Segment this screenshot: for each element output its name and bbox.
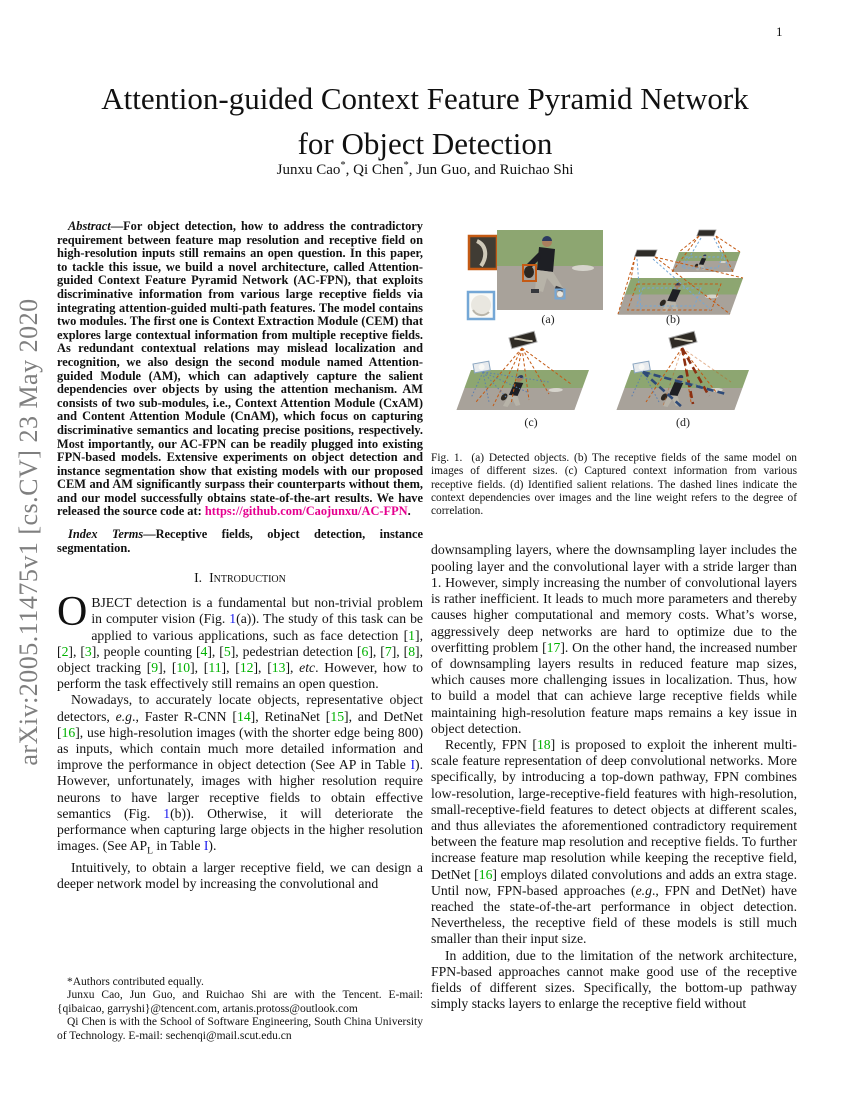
- text-segment: etc: [299, 660, 316, 676]
- index-terms-paragraph: [57, 528, 423, 555]
- body-paragraph-limitation: [431, 948, 797, 1013]
- section-heading-introduction: [57, 570, 423, 586]
- citation-link[interactable]: 18: [536, 736, 551, 752]
- section-title: Introduction: [209, 570, 286, 586]
- citation-link[interactable]: 16: [478, 866, 493, 882]
- footnote-equal-contribution: *Authors contributed equally.: [67, 976, 204, 988]
- text-segment: (a)). The study of this task can be applied to various applications, such as face detection [: [91, 611, 423, 643]
- right-column-body: [431, 542, 797, 1012]
- text-segment: ], [: [158, 660, 177, 676]
- citation-link[interactable]: 9: [151, 660, 159, 676]
- citation-link[interactable]: 15: [330, 708, 345, 724]
- intro-paragraph-2: [57, 692, 423, 860]
- title-line-2: for Object Detection: [297, 126, 553, 161]
- text-segment: in Table: [152, 838, 204, 854]
- citation-link[interactable]: 17: [546, 639, 561, 655]
- text-segment: ], [: [391, 643, 409, 659]
- text-segment: ]. On the other hand, the increased number of downsampling layers results in reduced feature map sizes, which causes more challenging issues in localization. Thus, how to build a model that can achieve large receptive fields while maintaining high-resolution feature maps remains a key issue in object detection.: [431, 639, 798, 736]
- text-segment: .: [407, 504, 411, 519]
- figure-1-panel-d: [616, 331, 749, 429]
- text-segment: e.g: [635, 882, 652, 898]
- feature-patch-small: [697, 230, 716, 236]
- figure-1-caption: [431, 452, 797, 518]
- text-segment: ], people counting [: [91, 643, 201, 659]
- footnote-affiliation-1: Junxu Cao, Jun Guo, and Ruichao Shi are with the Tencent. E-mail: {qibaicao, garryshi}@tencent.com, artanis.protoss@outlook.com: [57, 989, 423, 1015]
- figure-1-panel-b: [618, 230, 743, 326]
- text-segment: ], RetinaNet [: [250, 708, 331, 724]
- text-segment: e.g: [115, 708, 133, 724]
- text-segment: BJECT detection is a fundamental but non-trivial problem in computer vision (Fig.: [91, 595, 423, 627]
- text-segment: ], [: [68, 643, 85, 659]
- text-segment: *: [403, 160, 409, 171]
- panel-b-label: (b): [666, 312, 680, 326]
- text-segment: ] is proposed to exploit the inherent multi-scale feature representation of deep convolutional networks. More specifically, by introducing a top-down pathway, FPN combines low-resolution, large-receptive-field features with high-resolution, small-receptive-field features to detect objects at different scales, and thus alleviates the aforementioned contradictory requirement between the feature map resolution and receptive fields. To further increase feature map resolution while keeping the receptive field, DetNet [: [431, 736, 797, 882]
- text-segment: ).: [208, 838, 217, 854]
- text-segment: ], [: [221, 660, 240, 676]
- abstract-paragraph: [57, 220, 423, 519]
- citation-link[interactable]: 8: [408, 643, 416, 659]
- feature-patch-large: [635, 250, 657, 257]
- citation-link[interactable]: 11: [208, 660, 222, 676]
- title-line-1: Attention-guided Context Feature Pyramid Network: [101, 81, 749, 116]
- text-segment: ], [: [190, 660, 209, 676]
- citation-link[interactable]: 14: [236, 708, 251, 724]
- text-segment: ] employs dilated convolutions and adds an extra stage. Until now, FPN-based approaches (: [431, 866, 797, 898]
- text-segment: ], [: [253, 660, 272, 676]
- citation-link[interactable]: 2: [61, 643, 69, 659]
- url-link[interactable]: https://github.com/Caojunxu/AC-FPN: [204, 504, 408, 519]
- text-segment: (b)). Otherwise, it will deteriorate the performance when capturing large objects in the higher resolution images. (See AP: [57, 805, 424, 854]
- figure-1: [431, 226, 797, 518]
- text-segment: —For object detection, how to address the contradictory requirement between feature map resolution and receptive field on high-resolution inputs still remains an open question. In this paper, to tackle this issue, we build a novel architecture, called Attention-guided Context Feature Pyramid Network (AC-FPN), that exploits discriminative information from various large receptive fields via integrating attention-guided multi-path features. The model contains two modules. The first one is Context Extraction Module (CEM) that explores large contextual information from multiple receptive fields. As redundant contextual relations may mislead localization and recognition, we also design the second module named Attention-guided Module (AM), which can adaptively capture the salient dependencies over objects by using the attention mechanism. AM consists of two sub-modules, i.e., Context Attention Module (CxAM) and Content Attention Module (CnAM), which focus on capturing discriminative semantics and locating precise positions, respectively. Most importantly, our AC-FPN can be readily plugged into existing FPN-based models. Extensive experiments on object detection and instance segmentation show that existing models with our proposed CEM and AM significantly surpass their counterparts without them, and our model successfully obtains state-of-the-art results. We have released the source code at:: [57, 219, 423, 519]
- text-segment: ],: [285, 660, 300, 676]
- figure-1-image: [431, 226, 797, 440]
- figure-table-ref-link[interactable]: I: [203, 838, 209, 854]
- panel-d-label: (d): [676, 415, 690, 429]
- panel-c-label: (c): [524, 415, 538, 429]
- page-number: 1: [776, 24, 783, 39]
- body-paragraph-continued: [431, 542, 797, 736]
- text-segment: ., Faster R-CNN [: [132, 708, 237, 724]
- citation-link[interactable]: 1: [408, 627, 416, 643]
- citation-link[interactable]: 3: [84, 643, 92, 659]
- text-segment: ], pedestrian detection [: [230, 643, 362, 659]
- text-segment: ., FPN and DetNet) have reached the state-of-the-art performance in object detection. Nevertheless, the receptive field of these models is still much smaller than their input size.: [431, 882, 797, 947]
- text-segment: downsampling layers, where the downsampling layer includes the pooling layer and the convolutional layer with a stride larger than 1. However, simply increasing the number of convolutional layers is rather inefficient. It leads to much more parameters and thereby causes higher computational and memory costs. What’s worse, aggressively deep networks are hard to optimize due to the overfitting problem [: [431, 542, 797, 655]
- citation-link[interactable]: 4: [200, 643, 208, 659]
- image-plane: [616, 370, 749, 410]
- figure-caption-text: (a) Detected objects. (b) The receptive fields of the same model on images of different sizes. (c) Captured context information from various receptive fields. (d) Identified salient relations. The dashed lines indicate the context dependencies over images and the line weight refers to the degree of correlation.: [431, 452, 797, 518]
- text-segment: . However, how to perform the task effectively still remains an open question.: [57, 660, 423, 692]
- text-segment: Abstract: [68, 219, 111, 233]
- text-segment: Intuitively, to obtain a larger receptive field, we can design a deeper network model by increasing the convolutional and: [57, 860, 423, 892]
- text-segment: ], [: [57, 627, 423, 659]
- title-block: [0, 76, 850, 166]
- citation-link[interactable]: 13: [271, 660, 286, 676]
- baseball-photo: [497, 230, 603, 310]
- figure-table-ref-link[interactable]: I: [410, 757, 416, 773]
- citation-link[interactable]: 10: [176, 660, 191, 676]
- left-column: [57, 220, 423, 893]
- dropcap-letter: O: [57, 589, 88, 636]
- right-column: [431, 226, 797, 1012]
- citation-link[interactable]: 5: [223, 643, 231, 659]
- text-segment: Recently, FPN [: [445, 736, 537, 752]
- body-paragraph-fpn: [431, 737, 797, 948]
- paper-title: [0, 76, 850, 166]
- author-footnote: [57, 976, 423, 1043]
- arxiv-watermark: arXiv:2005.11475v1 [cs.CV] 23 May 2020: [14, 298, 43, 766]
- citation-link[interactable]: 12: [239, 660, 254, 676]
- text-segment: ). However, unfortunately, images with higher resolution require neurons to have larger receptive fields to obtain effective semantics (Fig.: [57, 757, 423, 821]
- intro-paragraph-1-text: [57, 589, 424, 692]
- text-segment: , Qi Chen: [345, 162, 404, 178]
- panel-a-label: (a): [541, 312, 555, 326]
- citation-link[interactable]: 16: [61, 724, 76, 740]
- figure-table-ref-link[interactable]: 1: [163, 805, 171, 821]
- text-segment: Index Terms: [68, 527, 144, 542]
- authors-line: [0, 160, 850, 179]
- text-segment: L: [147, 846, 153, 858]
- citation-link[interactable]: 7: [384, 643, 392, 659]
- figure-caption-label: Fig. 1.: [431, 452, 463, 464]
- intro-paragraph-1: [57, 589, 424, 692]
- figure-1-panel-c: [456, 331, 589, 429]
- text-segment: ], [: [368, 643, 385, 659]
- section-number: I.: [194, 570, 203, 586]
- text-segment: ], use high-resolution images (with the shorter edge being 800) as inputs, which contain much more detailed information and improve the performance in object detection (See AP in Table: [57, 724, 423, 773]
- glove-feature-patch: [669, 331, 697, 348]
- citation-link[interactable]: 6: [361, 643, 369, 659]
- text-segment: In addition, due to the limitation of the network architecture, FPN-based approaches cannot make good use of the receptive fields of different sizes. Specifically, the bottom-up pathway simply stacks layers to enlarge the receptive field without: [431, 947, 797, 1012]
- text-segment: ], object tracking [: [57, 643, 424, 676]
- figure-table-ref-link[interactable]: 1: [229, 611, 237, 627]
- glove-feature-patch: [509, 331, 537, 348]
- text-segment: *: [340, 160, 346, 171]
- text-segment: , Jun Guo, and Ruichao Shi: [408, 162, 574, 178]
- text-segment: ], and DetNet [: [57, 708, 423, 740]
- figure-1-panel-a: [468, 230, 603, 326]
- text-segment: ], [: [207, 643, 224, 659]
- text-segment: Junxu Cao: [276, 162, 341, 178]
- text-segment: —Receptive fields, object detection, instance segmentation.: [57, 527, 423, 555]
- intro-paragraph-3: [57, 860, 423, 892]
- text-segment: Nowadays, to accurately locate objects, representative object detectors,: [57, 692, 423, 724]
- footnote-affiliation-2: Qi Chen is with the School of Software Engineering, South China University of Technology. E-mail: sechenqi@mail.scut.edu.cn: [57, 1016, 423, 1042]
